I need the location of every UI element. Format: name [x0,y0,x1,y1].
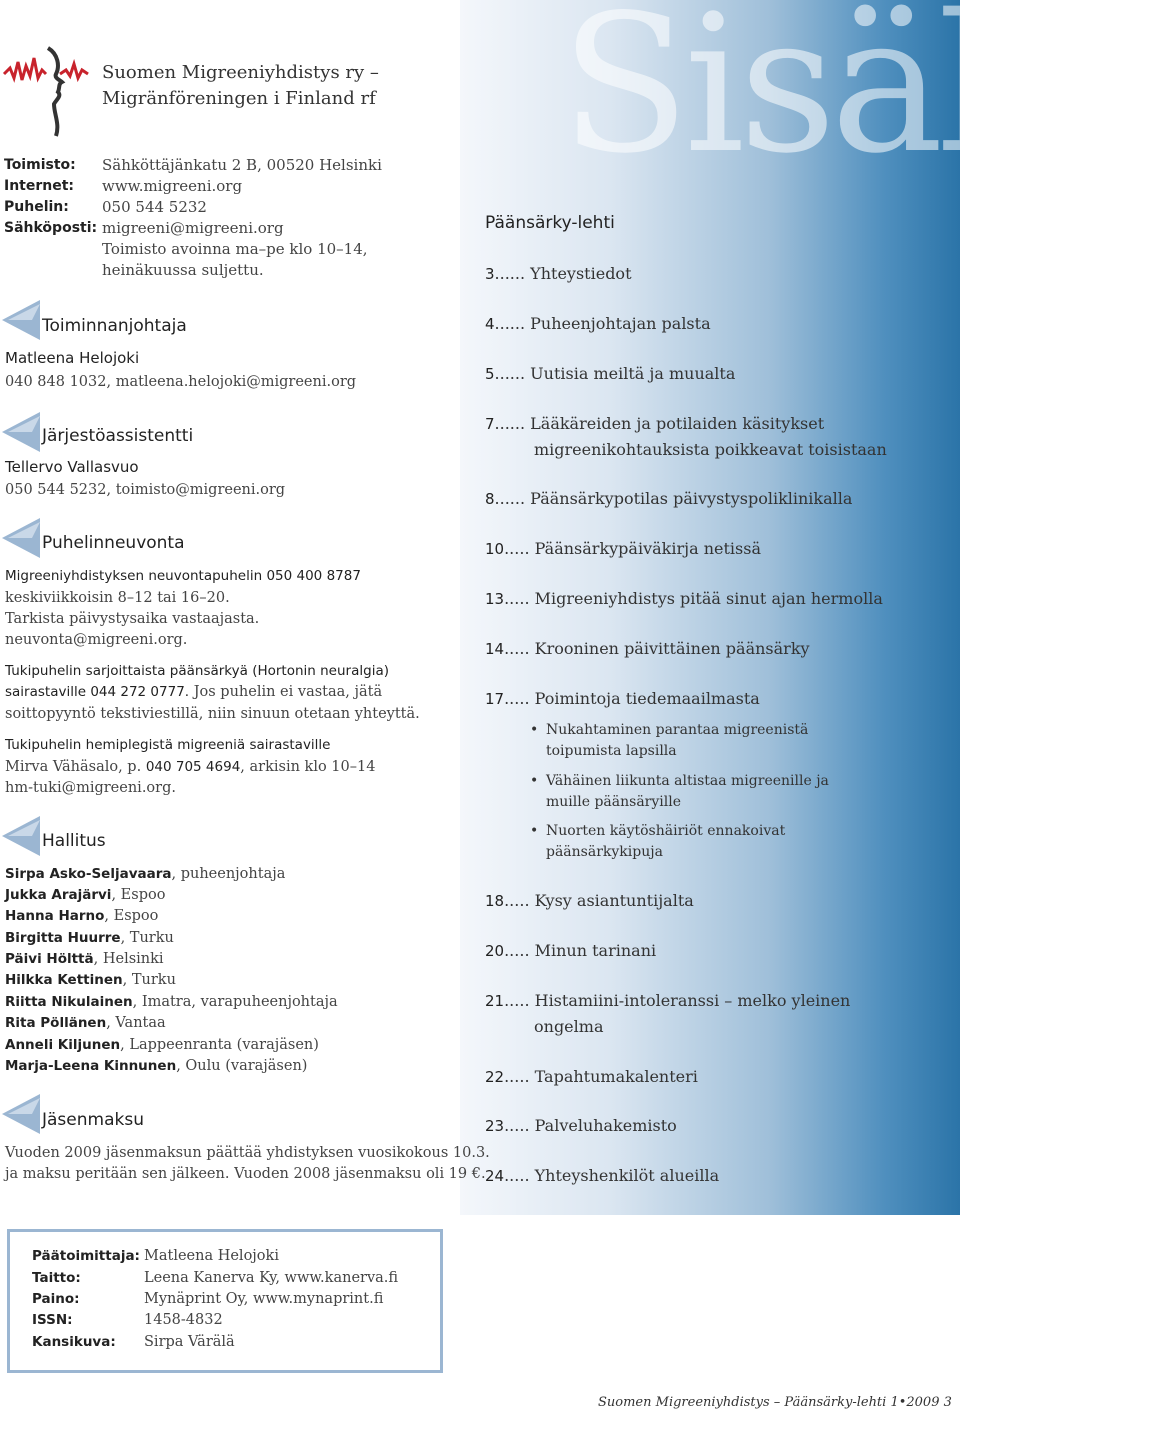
board-member: Anneli Kiljunen, Lappeenranta (varajäsen) [5,1037,319,1053]
section-title-jasenmaksu: Jäsenmaksu [42,1110,144,1130]
hemiplegic-phone: 040 705 4694 [145,759,241,775]
assistant-name: Tellervo Vallasvuo [5,458,139,476]
contact-label: Puhelin: [4,199,69,215]
contact-label: Toimisto: [4,157,76,173]
toc-item[interactable]: 8...... Päänsärkypotilas päivystyspoliklinikalla [485,489,853,508]
contact-value: 050 544 5232 [102,198,207,216]
contact-label [4,260,102,281]
contact-value: www.migreeni.org [102,177,243,195]
credit-row: Taitto: Leena Kanerva Ky, www.kanerva.fi [32,1270,399,1286]
page-footer: Suomen Migreeniyhdistys – Päänsärky-lehti 1•2009 3 [598,1395,952,1410]
page-heading: Sisältö [560,0,1171,195]
contact-label: Internet: [4,178,75,194]
board-member: Riitta Nikulainen, Imatra, varapuheenjohtaja [5,994,338,1010]
horton-note: Jos puhelin ei vastaa, jätä [189,684,383,700]
toc-item[interactable]: 22..... Tapahtumakalenteri [485,1067,698,1086]
board-member: Birgitta Huurre, Turku [5,930,174,946]
section-triangle-icon [2,410,42,454]
board-member: Hilkka Kettinen, Turku [5,972,176,988]
toc-heading: Päänsärky-lehti [485,213,615,233]
director-contact: 040 848 1032, matleena.helojoki@migreeni.org [5,374,357,390]
toc-item[interactable]: 24..... Yhteyshenkilöt alueilla [485,1166,720,1185]
section-title-puhelinneuvonta: Puhelinneuvonta [42,533,185,553]
toc-item[interactable]: 21..... Histamiini-intoleranssi – melko yleinen ongelma [485,991,851,1036]
toc-item[interactable]: 3...... Yhteystiedot [485,264,632,283]
credit-row: Päätoimittaja: Matleena Helojoki [32,1248,279,1264]
section-title-toiminnanjohtaja: Toiminnanjohtaja [42,316,187,336]
toc-bullet: • Nuorten käytöshäiriöt ennakoivat päänsärkykipuja [530,823,786,860]
advice-check: Tarkista päivystysaika vastaajasta. [5,611,260,627]
contact-row [4,197,382,218]
fee-line1: Vuoden 2009 jäsenmaksun päättää yhdistyksen vuosikokous 10.3. [5,1145,490,1161]
board-member: Rita Pöllänen, Vantaa [5,1015,166,1031]
horton-line3: soittopyyntö tekstiviestillä, niin sinuun otetaan yhteyttä. [5,706,420,722]
credit-row: Kansikuva: Sirpa Värälä [32,1334,235,1350]
toc-bullet: • Nukahtaminen parantaa migreenistä toipumista lapsilla [530,722,809,759]
toc-bullet: • Vähäinen liikunta altistaa migreenille ja muille päänsäryille [530,773,829,810]
contact-block [4,155,382,281]
assistant-contact: 050 544 5232, toimisto@migreeni.org [5,482,286,498]
contact-value: heinäkuussa suljettu. [102,261,264,279]
hemiplegic-contact: Mirva Vähäsalo, p. [5,759,146,775]
contact-value: Sähköttäjänkatu 2 B, 00520 Helsinki [102,156,382,174]
hemiplegic-email: hm-tuki@migreeni.org. [5,780,176,796]
board-member: Sirpa Asko-Seljavaara, puheenjohtaja [5,866,286,882]
hemiplegic-hours: , arkisin klo 10–14 [240,759,376,775]
section-triangle-icon [2,516,42,560]
toc-item[interactable]: 23..... Palveluhakemisto [485,1116,677,1135]
toc-item[interactable]: 18..... Kysy asiantuntijalta [485,891,694,910]
toc-item[interactable]: 4...... Puheenjohtajan palsta [485,314,711,333]
contact-value: migreeni@migreeni.org [102,219,284,237]
contact-label [4,239,102,260]
contact-value: Toimisto avoinna ma–pe klo 10–14, [102,240,368,258]
advice-hours: keskiviikkoisin 8–12 tai 16–20. [5,590,230,606]
org-name-sv: Migränföreningen i Finland rf [102,88,376,109]
contact-row [4,176,382,197]
horton-phone: sairastaville 044 272 0777. [5,684,190,700]
toc-item[interactable]: 5...... Uutisia meiltä ja muualta [485,364,736,383]
logo-icon [4,44,96,136]
toc-item[interactable]: 13..... Migreeniyhdistys pitää sinut ajan hermolla [485,589,883,608]
section-title-jarjestoassistentti: Järjestöassistentti [42,426,194,446]
hemiplegic-title: Tukipuhelin hemiplegistä migreeniä sairastaville [5,737,331,753]
org-name-fi: Suomen Migreeniyhdistys ry – [102,62,379,83]
section-triangle-icon [2,1092,42,1136]
section-triangle-icon [2,814,42,858]
horton-line1: Tukipuhelin sarjoittaista päänsärkyä (Hortonin neuralgia) [5,663,389,679]
advice-email: neuvonta@migreeni.org. [5,632,188,648]
board-member: Jukka Arajärvi, Espoo [5,887,166,903]
board-member: Hanna Harno, Espoo [5,908,159,924]
credit-row: Paino: Mynäprint Oy, www.mynaprint.fi [32,1291,384,1307]
contact-row [4,155,382,176]
board-member: Marja-Leena Kinnunen, Oulu (varajäsen) [5,1058,308,1074]
section-title-hallitus: Hallitus [42,831,106,851]
contact-row [4,239,382,260]
toc-item[interactable]: 14..... Krooninen päivittäinen päänsärky [485,639,810,658]
fee-line2: ja maksu peritään sen jälkeen. Vuoden 2008 jäsenmaksu oli 19 €. [5,1166,486,1182]
contact-row [4,260,382,281]
toc-item[interactable]: 7...... Lääkäreiden ja potilaiden käsitykset migreenikohtauksista poikkeavat toisistaan [485,414,887,459]
contact-row [4,218,382,239]
director-name: Matleena Helojoki [5,349,140,367]
contact-label: Sähköposti: [4,220,98,236]
advice-phone: Migreeniyhdistyksen neuvontapuhelin 050 400 8787 [5,568,361,584]
toc-item[interactable]: 17..... Poimintoja tiedemaailmasta [485,689,760,708]
toc-item[interactable]: 20..... Minun tarinani [485,941,657,960]
section-triangle-icon [2,298,42,342]
credits-box [7,1229,443,1373]
credit-row: ISSN: 1458-4832 [32,1312,223,1328]
board-member: Päivi Hölttä, Helsinki [5,951,164,967]
toc-item[interactable]: 10..... Päänsärkypäiväkirja netissä [485,539,761,558]
